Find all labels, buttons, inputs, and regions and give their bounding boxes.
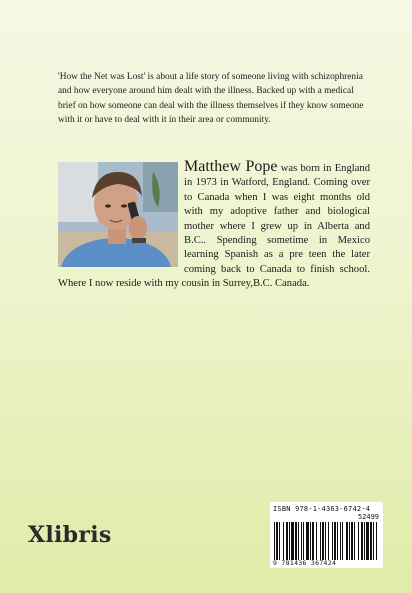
barcode-bar <box>337 522 338 560</box>
author-bio-section <box>58 160 370 292</box>
barcode-bar <box>340 522 341 560</box>
barcode-bar <box>334 522 336 560</box>
barcode-bar <box>276 522 278 560</box>
barcode-bar <box>283 522 284 560</box>
barcode-bar <box>364 522 365 560</box>
barcode-bar <box>316 522 317 560</box>
barcode-bar <box>346 522 348 560</box>
barcode-bar <box>361 522 363 560</box>
barcode-bar <box>332 522 333 560</box>
barcode-bar <box>312 522 314 560</box>
barcode-bar <box>366 522 369 560</box>
author-photo <box>58 162 178 267</box>
author-name: Matthew Pope <box>184 158 278 175</box>
barcode-bar <box>349 522 350 560</box>
barcode-bar <box>291 522 294 560</box>
author-bio-text: was born in England in 1973 in Watford, England. Coming over to Canada when I was eight months old with my adoptive father and biological mother where I grew up in Alberta and B.C.. Spending sometime in Mexico learning Spanish as a pre teen the later coming back to Canada to finish school. Where I now reside with my cousin in Surrey,B.C. Canada. <box>58 163 370 290</box>
barcode-bars <box>273 522 380 560</box>
barcode-bar <box>358 522 359 560</box>
barcode-bar <box>295 522 297 560</box>
barcode-bar <box>298 522 299 560</box>
barcode-bar <box>303 522 304 560</box>
isbn-barcode <box>270 502 383 568</box>
barcode-bar <box>354 522 355 560</box>
barcode-bar <box>286 522 288 560</box>
barcode-bar <box>320 522 321 560</box>
barcode-bar <box>306 522 309 560</box>
publisher-logo: Xlibris <box>28 522 112 548</box>
barcode-bar <box>370 522 372 560</box>
barcode-digits: 9 781436 367424 <box>273 559 337 567</box>
isbn-text: ISBN 978-1-4363-6742-4 <box>273 505 371 513</box>
barcode-bar <box>351 522 353 560</box>
barcode-bar <box>322 522 324 560</box>
barcode-bar <box>328 522 329 560</box>
price-code: 52499 <box>357 513 379 521</box>
barcode-bar <box>289 522 290 560</box>
barcode-bar <box>325 522 326 560</box>
barcode-bar <box>373 522 374 560</box>
book-blurb: 'How the Net was Lost' is about a life story of someone living with schizophrenia and how everyone around him dealt with the illness. Backed up with a medical brief on how someone can deal with the illness themselves if they know someone with it or have to deal with it in their area or community. <box>58 72 364 125</box>
barcode-bar <box>301 522 302 560</box>
author-photo-illustration <box>58 162 178 267</box>
barcode-bar <box>376 522 377 560</box>
barcode-bar <box>274 522 275 560</box>
barcode-bar <box>342 522 343 560</box>
barcode-bar <box>310 522 311 560</box>
barcode-bar <box>279 522 280 560</box>
